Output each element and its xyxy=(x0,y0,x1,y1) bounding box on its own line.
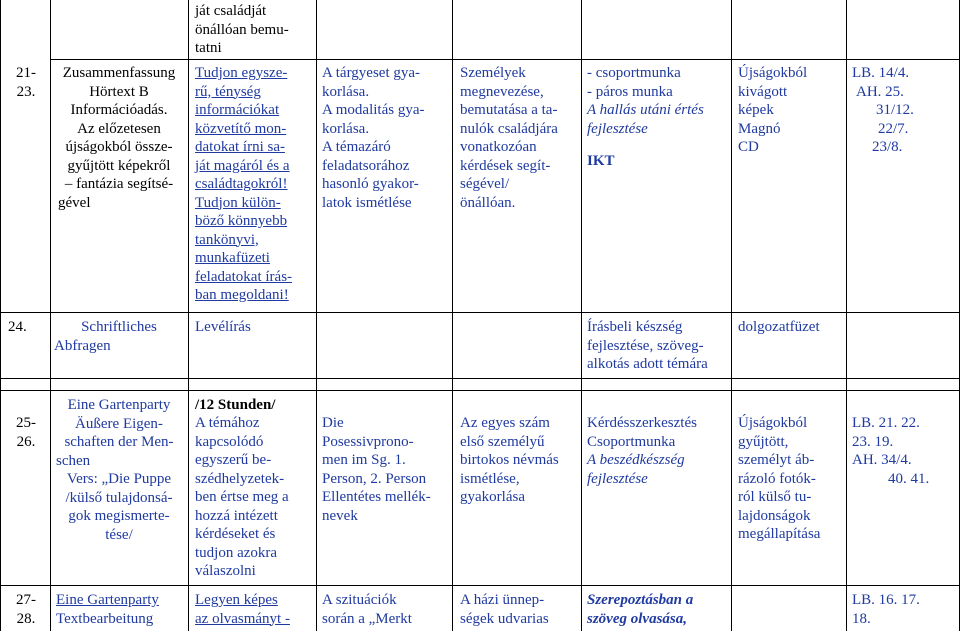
row4-content: A szituációk során a „Merkt xyxy=(322,592,412,627)
row2-method: Írásbeli készség fejlesztése, szöveg- alkotás adott témára xyxy=(587,319,708,372)
row2-goals: Levélírás xyxy=(195,319,251,335)
row3-hours: /12 Stunden/ xyxy=(195,397,276,413)
row1-activity: Személyek megnevezése, bemutatása a ta- nulók családjára vonatkozóan kérdések segít- ségével/ önállóan. xyxy=(460,65,558,211)
row1-references: LB. 14/4. AH. 25. 31/12. 22/7. 23/8. xyxy=(852,65,914,155)
row3-method: Kérdésszerkesztés Csoportmunka A beszédkészség fejlesztése xyxy=(587,415,697,487)
row1-method: - csoportmunka - páros munka A hallás utáni értés fejlesztése IKT xyxy=(587,65,704,169)
row4-references: LB. 16. 17. 18. xyxy=(852,592,920,627)
row2-number: 24. xyxy=(8,319,27,335)
row1-topic: Zusammenfassung Hörtext B Információadás. Az előzetesen újságokból össze- gyűjtött képekről – fantázia segítsé- gével xyxy=(58,65,176,211)
row1-goals-continued: ját családját önállóan bemu- tatni xyxy=(195,3,289,56)
row1-content: A tárgyeset gya- korlása. A modalitás gya- korlása. A témazáró feladatsorához hasonló gyakor- latok ismétlése xyxy=(322,65,425,211)
row3-topic: Eine Gartenparty Äußere Eigen- schaften der Men- schen Vers: „Die Puppe /külső tulajdonsá- gok megismerte- tése/ xyxy=(56,397,174,543)
row3-tools: Újságokból gyűjtött, személyt áb- rázoló fotók- ról külső tu- lajdonságok megállapítása xyxy=(738,415,821,542)
row3-references: LB. 21. 22. 23. 19. AH. 34/4. 40. 41. xyxy=(852,415,930,487)
row3-activity: Az egyes szám első személyű birtokos névmás ismétlése, gyakorlása xyxy=(460,415,559,505)
row4-goals: Legyen képes az olvasmányt - xyxy=(195,592,290,627)
row4-topic: Eine Gartenparty Textbearbeitung xyxy=(56,592,159,627)
row1-number: 21- 23. xyxy=(16,65,36,100)
row1-tools: Újságokból kivágott képek Magnó CD xyxy=(738,65,808,155)
row4-activity: A házi ünnep- ségek udvarias xyxy=(460,592,549,627)
row3-content: Die Posessivprono- men im Sg. 1. Person, 2. Person Ellentétes mellék- nevek xyxy=(322,415,431,524)
row2-tools: dolgozatfüzet xyxy=(738,319,820,335)
row4-method: Szerepoztásban a szöveg olvasása, xyxy=(587,592,694,627)
row4-number: 27- 28. xyxy=(16,592,36,627)
row3-number: 25- 26. xyxy=(16,415,36,450)
row2-topic: Schriftliches Abfragen xyxy=(54,319,157,354)
row1-goals: Tudjon egysze- rű, ténység információkat közvetítő mon- datokat írni sa- ját magáról és a családtagokról! Tudjon külön- böző könnyebb tankönyvi, munkafüzeti feladatokat írás- ban megoldani! xyxy=(195,65,293,303)
row3-goals: A témához kapcsolódó egyszerű be- szédhelyzetek- ben értse meg a hozzá intézett kérdéseket és tudjon azokra válaszolni xyxy=(195,415,289,579)
